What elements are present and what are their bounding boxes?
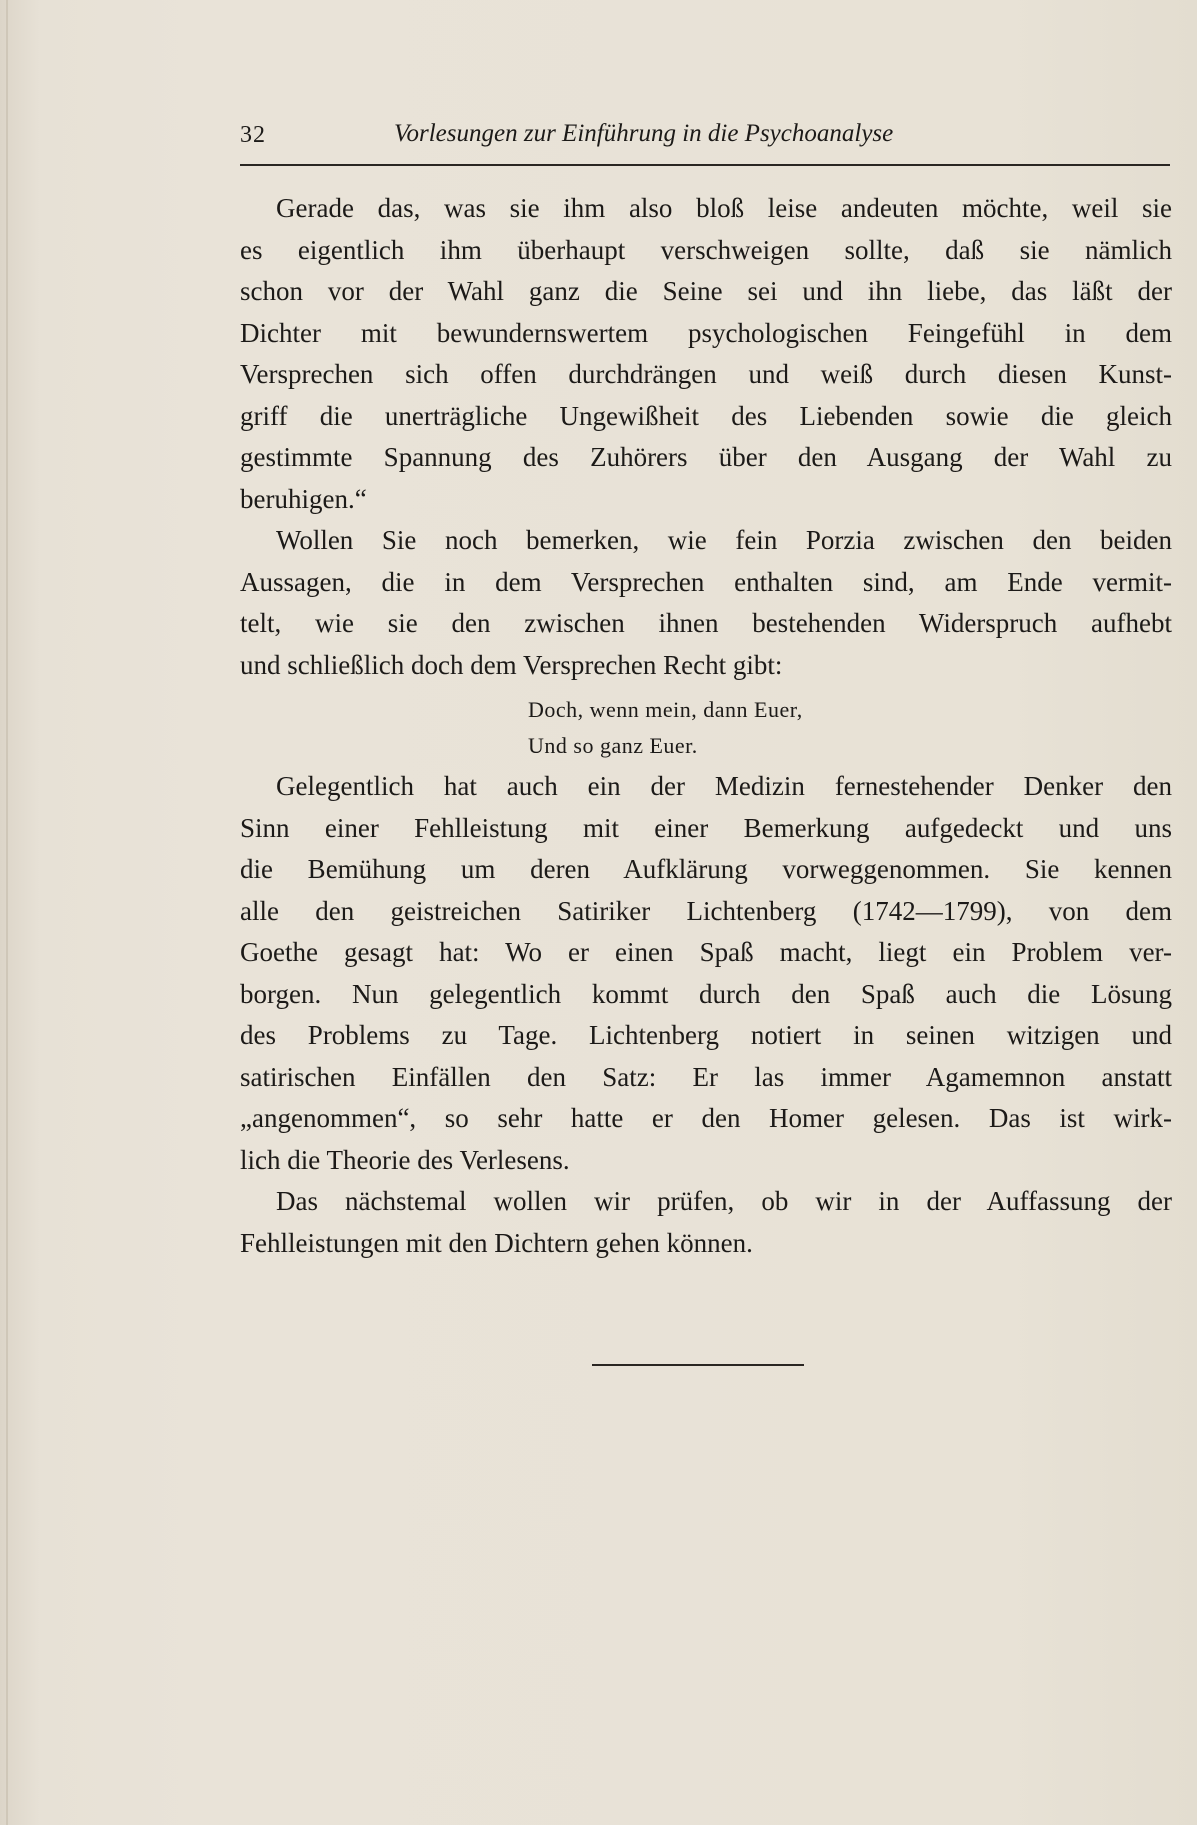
page-number: 32 [240, 122, 266, 148]
verse-quote [528, 692, 803, 764]
text-line: telt, wie sie den zwischen ihnen bestehenden Widerspruch aufhebt [240, 608, 1172, 638]
text-line: Sinn einer Fehlleistung mit einer Bemerkung aufgedeckt und uns [240, 812, 1172, 843]
text-line: satirischen Einfällen den Satz: Er las immer Agamemnon anstatt [240, 1061, 1172, 1092]
page-edge [6, 0, 8, 1825]
text-line: griff die unerträgliche Ungewißheit des Liebenden sowie die gleich [240, 400, 1172, 431]
verse-line: Und so ganz Euer. [528, 733, 698, 758]
text-line: Versprechen sich offen durchdrängen und weiß durch diesen Kunst- [240, 359, 1172, 389]
header-rule [240, 164, 1170, 166]
text-line: Wollen Sie noch bemerken, wie fein Porzia zwischen den beiden [276, 525, 1172, 555]
text-line: Gerade das, was sie ihm also bloß leise andeuten möchte, weil sie [276, 193, 1172, 223]
chapter-end-rule [592, 1364, 804, 1366]
text-line: Das nächstemal wollen wir prüfen, ob wir in der Auffassung der [276, 1186, 1172, 1216]
text-line: Aussagen, die in dem Versprechen enthalten sind, am Ende vermit- [240, 566, 1172, 597]
text-line: Goethe gesagt hat: Wo er einen Spaß macht, liegt ein Problem ver- [240, 937, 1172, 967]
text-line: gestimmte Spannung des Zuhörers über den Ausgang der Wahl zu [240, 442, 1172, 472]
text-line: Gelegentlich hat auch ein der Medizin fernestehender Denker den [276, 771, 1172, 801]
text-line: die Bemühung um deren Aufklärung vorweggenommen. Sie kennen [240, 854, 1172, 884]
page-header [240, 120, 1170, 160]
text-line: „angenommen“, so sehr hatte er den Homer gelesen. Das ist wirk- [240, 1103, 1172, 1133]
text-line: borgen. Nun gelegentlich kommt durch den Spaß auch die Lösung [240, 978, 1172, 1009]
text-line: lich die Theorie des Verlesens. [240, 1144, 570, 1175]
running-title: Vorlesungen zur Einführung in die Psychoanalyse [394, 120, 894, 147]
text-line: Fehlleistungen mit den Dichtern gehen können. [240, 1227, 753, 1258]
text-line: es eigentlich ihm überhaupt verschweigen sollte, daß sie nämlich [240, 234, 1172, 265]
text-line: schon vor der Wahl ganz die Seine sei und ihn liebe, das läßt der [240, 276, 1172, 306]
text-line: beruhigen.“ [240, 483, 367, 514]
text-line: Dichter mit bewundernswertem psychologischen Feingefühl in dem [240, 317, 1172, 348]
verse-line: Doch, wenn mein, dann Euer, [528, 697, 803, 722]
text-line: alle den geistreichen Satiriker Lichtenberg (1742—1799), von dem [240, 895, 1172, 926]
text-line: und schließlich doch dem Versprechen Recht gibt: [240, 649, 783, 680]
text-line: des Problems zu Tage. Lichtenberg notiert in seinen witzigen und [240, 1020, 1172, 1050]
